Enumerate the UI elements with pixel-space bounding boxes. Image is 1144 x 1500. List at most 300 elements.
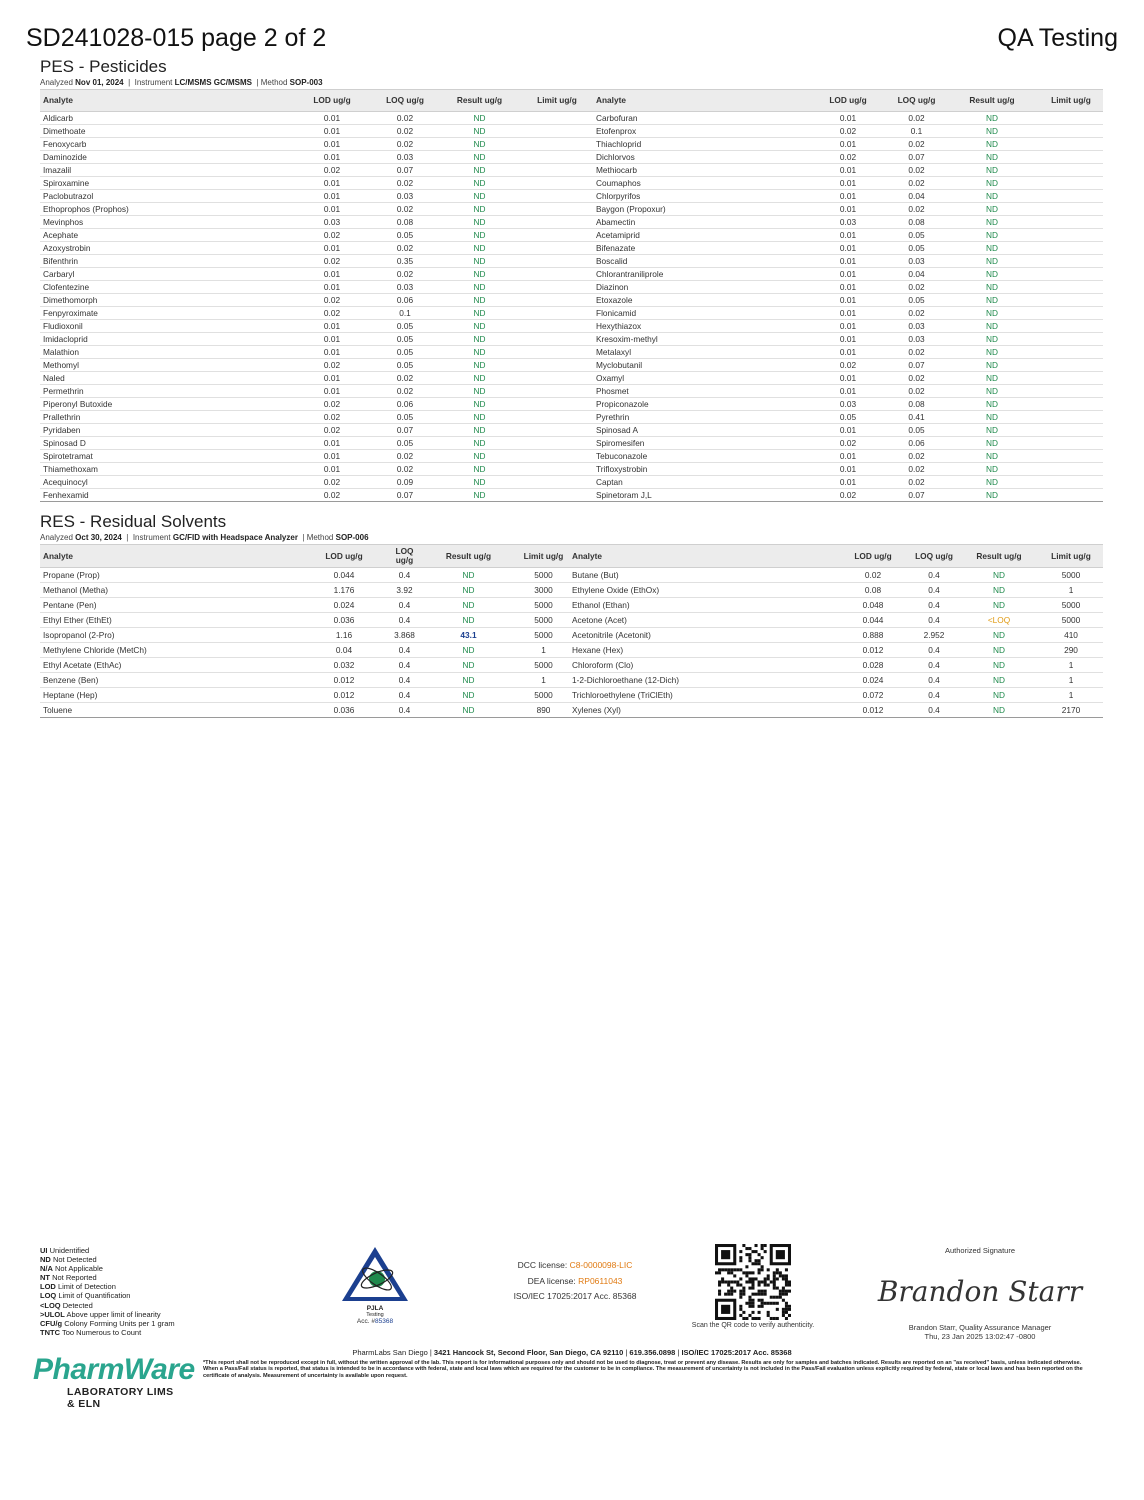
table-row bbox=[40, 424, 1103, 437]
table-cell bbox=[521, 229, 593, 242]
table-cell bbox=[1039, 112, 1103, 125]
table-cell: ND bbox=[438, 190, 521, 203]
table-cell: 0.028 bbox=[837, 658, 909, 673]
table-cell: Carbofuran bbox=[593, 112, 808, 125]
table-cell: 43.1 bbox=[419, 628, 518, 643]
table-cell: Hexane (Hex) bbox=[569, 643, 837, 658]
table-cell: 0.01 bbox=[808, 255, 888, 268]
table-cell: 0.03 bbox=[808, 216, 888, 229]
section-meta: Analyzed Nov 01, 2024 | Instrument LC/MSMS GC/MSMS | Method SOP-003 bbox=[40, 78, 323, 87]
table-cell bbox=[521, 164, 593, 177]
table-row bbox=[40, 583, 1103, 598]
table-cell: 0.036 bbox=[298, 703, 390, 718]
table-cell bbox=[1039, 294, 1103, 307]
table-cell: Acequinocyl bbox=[40, 476, 292, 489]
table-cell: ND bbox=[959, 643, 1039, 658]
table-cell: 0.02 bbox=[888, 385, 945, 398]
table-cell: ND bbox=[419, 613, 518, 628]
table-cell: 0.044 bbox=[298, 568, 390, 583]
table-cell: 0.02 bbox=[808, 151, 888, 164]
table-row bbox=[40, 437, 1103, 450]
table-cell: Pyrethrin bbox=[593, 411, 808, 424]
table-cell: 0.02 bbox=[292, 229, 372, 242]
table-cell: 0.01 bbox=[292, 385, 372, 398]
table-cell: Fenhexamid bbox=[40, 489, 292, 502]
table-cell: Diazinon bbox=[593, 281, 808, 294]
table-cell: Daminozide bbox=[40, 151, 292, 164]
table-cell: 0.06 bbox=[888, 437, 945, 450]
column-header: Analyte bbox=[593, 90, 808, 112]
column-header: LOQ ug/g bbox=[888, 90, 945, 112]
table-cell: 0.02 bbox=[372, 112, 438, 125]
table-cell: 0.4 bbox=[390, 598, 419, 613]
table-cell: 0.02 bbox=[372, 268, 438, 281]
table-cell: Imazalil bbox=[40, 164, 292, 177]
table-cell: 0.08 bbox=[888, 216, 945, 229]
table-cell: ND bbox=[959, 703, 1039, 718]
table-cell: ND bbox=[438, 203, 521, 216]
table-cell: 0.01 bbox=[808, 346, 888, 359]
table-cell: Thiachloprid bbox=[593, 138, 808, 151]
table-cell: 0.01 bbox=[808, 177, 888, 190]
table-cell: ND bbox=[959, 583, 1039, 598]
table-row bbox=[40, 125, 1103, 138]
column-header: Result ug/g bbox=[959, 545, 1039, 568]
table-cell: Azoxystrobin bbox=[40, 242, 292, 255]
table-cell bbox=[521, 450, 593, 463]
table-cell bbox=[521, 320, 593, 333]
table-cell: 0.01 bbox=[292, 190, 372, 203]
table-cell: 890 bbox=[518, 703, 569, 718]
table-cell: ND bbox=[959, 688, 1039, 703]
table-cell: 0.05 bbox=[888, 294, 945, 307]
table-cell: 0.01 bbox=[808, 385, 888, 398]
pjla-label: PJLA bbox=[366, 1305, 384, 1312]
table-cell: 0.012 bbox=[837, 703, 909, 718]
logo-main-text: PharmWare bbox=[33, 1353, 195, 1386]
table-cell: ND bbox=[438, 255, 521, 268]
table-cell: Trichloroethylene (TriClEth) bbox=[569, 688, 837, 703]
table-row bbox=[40, 598, 1103, 613]
column-header: Analyte bbox=[40, 545, 298, 568]
table-cell: ND bbox=[438, 476, 521, 489]
table-cell: Mevinphos bbox=[40, 216, 292, 229]
table-cell: 5000 bbox=[518, 628, 569, 643]
table-cell bbox=[1039, 333, 1103, 346]
qr-code-icon[interactable] bbox=[715, 1244, 791, 1320]
section-meta: Analyzed Oct 30, 2024 | Instrument GC/FID with Headspace Analyzer | Method SOP-006 bbox=[40, 533, 369, 542]
table-cell: ND bbox=[945, 294, 1039, 307]
table-cell: ND bbox=[438, 242, 521, 255]
table-cell bbox=[1039, 372, 1103, 385]
table-cell: 0.02 bbox=[292, 294, 372, 307]
table-cell: Hexythiazox bbox=[593, 320, 808, 333]
table-cell: ND bbox=[438, 112, 521, 125]
table-cell bbox=[1039, 177, 1103, 190]
table-cell bbox=[1039, 229, 1103, 242]
table-cell: 0.4 bbox=[909, 568, 959, 583]
table-cell: 0.012 bbox=[298, 688, 390, 703]
table-cell: 1 bbox=[1039, 583, 1103, 598]
table-cell: 0.01 bbox=[292, 346, 372, 359]
table-cell: Bifenthrin bbox=[40, 255, 292, 268]
table-row bbox=[40, 151, 1103, 164]
table-cell: 0.4 bbox=[909, 583, 959, 598]
table-cell: 0.02 bbox=[292, 359, 372, 372]
section-title: RES - Residual Solvents bbox=[40, 512, 227, 531]
column-header: Result ug/g bbox=[438, 90, 521, 112]
abbreviation-legend bbox=[40, 1246, 175, 1337]
table-cell: 0.024 bbox=[837, 673, 909, 688]
table-cell bbox=[1039, 281, 1103, 294]
table-cell bbox=[521, 138, 593, 151]
table-cell: Propiconazole bbox=[593, 398, 808, 411]
table-cell: 0.072 bbox=[837, 688, 909, 703]
table-row bbox=[40, 229, 1103, 242]
table-cell bbox=[1039, 216, 1103, 229]
table-cell: 0.888 bbox=[837, 628, 909, 643]
table-row bbox=[40, 346, 1103, 359]
table-cell: 5000 bbox=[518, 613, 569, 628]
table-cell: Baygon (Propoxur) bbox=[593, 203, 808, 216]
table-cell: ND bbox=[438, 333, 521, 346]
table-cell: 0.024 bbox=[298, 598, 390, 613]
table-cell: 0.02 bbox=[292, 164, 372, 177]
table-cell: 0.03 bbox=[888, 255, 945, 268]
table-cell: 0.05 bbox=[372, 229, 438, 242]
table-cell: ND bbox=[945, 112, 1039, 125]
table-cell: 2.952 bbox=[909, 628, 959, 643]
table-cell: 3000 bbox=[518, 583, 569, 598]
table-cell bbox=[521, 294, 593, 307]
table-cell: 0.05 bbox=[888, 229, 945, 242]
table-cell: ND bbox=[945, 372, 1039, 385]
table-cell: ND bbox=[945, 320, 1039, 333]
table-cell: 0.03 bbox=[808, 398, 888, 411]
table-cell: Captan bbox=[593, 476, 808, 489]
table-cell: 0.05 bbox=[372, 437, 438, 450]
table-cell: ND bbox=[945, 164, 1039, 177]
table-cell: 0.4 bbox=[909, 613, 959, 628]
table-cell: ND bbox=[438, 463, 521, 476]
table-cell: Spinosad D bbox=[40, 437, 292, 450]
table-cell: 0.02 bbox=[888, 112, 945, 125]
table-cell: Acephate bbox=[40, 229, 292, 242]
table-cell bbox=[521, 333, 593, 346]
table-cell: ND bbox=[959, 568, 1039, 583]
table-cell: 0.01 bbox=[292, 372, 372, 385]
table-row bbox=[40, 476, 1103, 489]
table-cell: Ethylene Oxide (EthOx) bbox=[569, 583, 837, 598]
column-header: LOQ ug/g bbox=[390, 545, 419, 568]
table-cell: 0.05 bbox=[888, 242, 945, 255]
table-cell bbox=[1039, 164, 1103, 177]
table-cell: 0.02 bbox=[292, 476, 372, 489]
table-cell: 410 bbox=[1039, 628, 1103, 643]
table-row bbox=[40, 242, 1103, 255]
table-cell: Propane (Prop) bbox=[40, 568, 298, 583]
table-cell bbox=[1039, 359, 1103, 372]
table-cell: ND bbox=[945, 307, 1039, 320]
table-cell bbox=[521, 190, 593, 203]
table-cell: 0.02 bbox=[372, 125, 438, 138]
pjla-accreditation-number: Acc. #85368 bbox=[356, 1318, 394, 1325]
table-cell: ND bbox=[419, 568, 518, 583]
qr-code-block bbox=[672, 1244, 834, 1329]
table-cell: 0.01 bbox=[292, 281, 372, 294]
table-cell: Toluene bbox=[40, 703, 298, 718]
table-cell: 1 bbox=[518, 643, 569, 658]
table-cell: ND bbox=[945, 411, 1039, 424]
table-cell: 0.01 bbox=[808, 476, 888, 489]
table-cell: ND bbox=[945, 333, 1039, 346]
table-cell: Aldicarb bbox=[40, 112, 292, 125]
table-cell: ND bbox=[945, 385, 1039, 398]
table-cell: 0.01 bbox=[808, 138, 888, 151]
table-cell: ND bbox=[438, 398, 521, 411]
table-cell: 0.01 bbox=[292, 450, 372, 463]
table-cell: ND bbox=[959, 628, 1039, 643]
table-row bbox=[40, 613, 1103, 628]
table-cell: 0.4 bbox=[909, 598, 959, 613]
disclaimer: *This report shall not be reproduced except in full, without the written approval of the lab. This report is for informational purposes only and should not be used to diagnose, treat or prevent any disease. Results are only for samples and batches indicated. Results are reported on an "as received" basis, unless indicated otherwise. When a Pass/Fail status is reported, that status is intended to be in accordance with federal, state and local laws which are required for the customer to be in compliance. The measurement of uncertainty is not included in the Pass/Fail evaluation unless explicitly required by federal, state or local laws and has been reported on the certificate of analysis. Measurement of uncertainty is available upon request. bbox=[203, 1360, 1083, 1379]
table-cell: ND bbox=[959, 673, 1039, 688]
table-cell: 0.02 bbox=[837, 568, 909, 583]
legend-item: N/A Not Applicable bbox=[40, 1264, 103, 1274]
table-cell bbox=[1039, 190, 1103, 203]
svg-text:Brandon Starr: Brandon Starr bbox=[877, 1275, 1083, 1308]
table-cell: ND bbox=[438, 164, 521, 177]
table-row bbox=[40, 398, 1103, 411]
table-cell: 1 bbox=[1039, 688, 1103, 703]
table-cell: ND bbox=[438, 385, 521, 398]
table-cell: 0.01 bbox=[808, 242, 888, 255]
table-cell: 0.012 bbox=[298, 673, 390, 688]
table-row bbox=[40, 411, 1103, 424]
table-cell: 0.07 bbox=[888, 359, 945, 372]
table-row bbox=[40, 658, 1103, 673]
table-cell: ND bbox=[945, 489, 1039, 502]
table-cell: 290 bbox=[1039, 643, 1103, 658]
table-cell: 1 bbox=[518, 673, 569, 688]
table-cell: 1-2-Dichloroethane (12-Dich) bbox=[569, 673, 837, 688]
table-cell: ND bbox=[945, 463, 1039, 476]
table-cell: Dimethoate bbox=[40, 125, 292, 138]
table-cell: Chlorantraniliprole bbox=[593, 268, 808, 281]
table-cell bbox=[1039, 138, 1103, 151]
table-cell: 0.4 bbox=[390, 613, 419, 628]
table-cell: Methanol (Metha) bbox=[40, 583, 298, 598]
table-cell: 0.032 bbox=[298, 658, 390, 673]
column-header: LOD ug/g bbox=[808, 90, 888, 112]
table-cell: Tebuconazole bbox=[593, 450, 808, 463]
table-cell: 0.05 bbox=[372, 411, 438, 424]
table-cell: 0.01 bbox=[292, 125, 372, 138]
table-cell: 0.04 bbox=[888, 190, 945, 203]
table-cell: 0.02 bbox=[372, 463, 438, 476]
table-cell: 0.35 bbox=[372, 255, 438, 268]
pesticides-section bbox=[40, 56, 1103, 502]
table-cell: 0.01 bbox=[292, 268, 372, 281]
table-cell: ND bbox=[438, 229, 521, 242]
table-row bbox=[40, 568, 1103, 583]
table-cell: Chloroform (Clo) bbox=[569, 658, 837, 673]
table-cell: Ethyl Acetate (EthAc) bbox=[40, 658, 298, 673]
table-cell: ND bbox=[438, 294, 521, 307]
table-cell: ND bbox=[419, 583, 518, 598]
table-row bbox=[40, 359, 1103, 372]
page-header bbox=[26, 24, 1118, 56]
table-cell bbox=[1039, 398, 1103, 411]
table-cell: 0.02 bbox=[292, 255, 372, 268]
table-cell: 0.01 bbox=[808, 112, 888, 125]
logo-sub-text: LABORATORY LIMS & ELN bbox=[67, 1386, 174, 1410]
table-cell: 0.4 bbox=[390, 568, 419, 583]
table-cell bbox=[521, 359, 593, 372]
table-cell: 0.02 bbox=[372, 203, 438, 216]
table-cell: Carbaryl bbox=[40, 268, 292, 281]
table-cell: 0.02 bbox=[808, 359, 888, 372]
table-cell bbox=[1039, 450, 1103, 463]
footer-address: PharmLabs San Diego | 3421 Hancock St, Second Floor, San Diego, CA 92110 | 619.356.0898 | ISO/IEC 17025:2017 Acc. 85368 bbox=[352, 1348, 792, 1357]
table-cell: 0.08 bbox=[837, 583, 909, 598]
table-cell bbox=[521, 437, 593, 450]
table-cell: 0.02 bbox=[888, 203, 945, 216]
table-cell: 0.036 bbox=[298, 613, 390, 628]
table-cell: ND bbox=[438, 177, 521, 190]
table-cell: ND bbox=[419, 673, 518, 688]
table-row bbox=[40, 281, 1103, 294]
signature-timestamp: Thu, 23 Jan 2025 13:02:47 -0800 bbox=[924, 1332, 1036, 1341]
table-cell: Imidacloprid bbox=[40, 333, 292, 346]
table-cell: ND bbox=[419, 598, 518, 613]
legend-item: >ULOL Above upper limit of linearity bbox=[40, 1309, 161, 1319]
table-cell: 0.03 bbox=[372, 190, 438, 203]
table-cell: 1.16 bbox=[298, 628, 390, 643]
table-cell bbox=[1039, 255, 1103, 268]
table-cell: Flonicamid bbox=[593, 307, 808, 320]
table-cell: Dichlorvos bbox=[593, 151, 808, 164]
table-cell: Pyridaben bbox=[40, 424, 292, 437]
table-cell bbox=[521, 268, 593, 281]
table-cell: ND bbox=[419, 703, 518, 718]
residual-solvents-section bbox=[40, 511, 1103, 718]
table-cell: Spirotetramat bbox=[40, 450, 292, 463]
table-cell: Ethanol (Ethan) bbox=[569, 598, 837, 613]
table-cell bbox=[521, 151, 593, 164]
table-row bbox=[40, 463, 1103, 476]
table-cell bbox=[521, 346, 593, 359]
signer-name-title: Brandon Starr, Quality Assurance Manager bbox=[908, 1323, 1052, 1332]
table-cell: 0.1 bbox=[372, 307, 438, 320]
table-cell: 0.01 bbox=[292, 177, 372, 190]
table-cell bbox=[521, 411, 593, 424]
table-cell: 0.02 bbox=[888, 346, 945, 359]
table-row bbox=[40, 450, 1103, 463]
table-cell: ND bbox=[438, 450, 521, 463]
table-cell: 0.01 bbox=[808, 424, 888, 437]
table-cell: Acetone (Acet) bbox=[569, 613, 837, 628]
legend-item: <LOQ Detected bbox=[40, 1300, 93, 1310]
table-cell: 0.05 bbox=[372, 359, 438, 372]
table-cell: Naled bbox=[40, 372, 292, 385]
table-cell: 0.01 bbox=[808, 281, 888, 294]
legend-item: CFU/g Colony Forming Units per 1 gram bbox=[40, 1318, 175, 1328]
table-cell: ND bbox=[438, 424, 521, 437]
table-cell bbox=[1039, 411, 1103, 424]
table-cell: 0.01 bbox=[292, 203, 372, 216]
table-cell: 0.02 bbox=[292, 307, 372, 320]
table-cell: Heptane (Hep) bbox=[40, 688, 298, 703]
table-cell: Methylene Chloride (MetCh) bbox=[40, 643, 298, 658]
table-cell: 0.01 bbox=[292, 333, 372, 346]
column-header: Result ug/g bbox=[945, 90, 1039, 112]
table-cell: Thiamethoxam bbox=[40, 463, 292, 476]
table-cell: ND bbox=[945, 424, 1039, 437]
table-cell: 0.02 bbox=[292, 489, 372, 502]
table-cell: ND bbox=[945, 242, 1039, 255]
table-cell: ND bbox=[945, 138, 1039, 151]
table-cell: 0.02 bbox=[888, 372, 945, 385]
pesticides-table bbox=[40, 89, 1103, 502]
table-cell: ND bbox=[945, 398, 1039, 411]
table-row bbox=[40, 177, 1103, 190]
table-cell: 5000 bbox=[1039, 568, 1103, 583]
table-cell: Methomyl bbox=[40, 359, 292, 372]
table-cell: 0.02 bbox=[808, 125, 888, 138]
table-cell: 2170 bbox=[1039, 703, 1103, 718]
table-cell: 0.1 bbox=[888, 125, 945, 138]
table-cell: 0.01 bbox=[808, 268, 888, 281]
table-row bbox=[40, 216, 1103, 229]
table-cell: Spiromesifen bbox=[593, 437, 808, 450]
pharmware-logo bbox=[33, 1353, 195, 1410]
table-cell: 0.01 bbox=[292, 242, 372, 255]
table-cell: ND bbox=[438, 346, 521, 359]
table-cell: 0.03 bbox=[372, 151, 438, 164]
table-cell: 0.048 bbox=[837, 598, 909, 613]
column-header: LOD ug/g bbox=[292, 90, 372, 112]
table-row bbox=[40, 643, 1103, 658]
table-cell: ND bbox=[945, 476, 1039, 489]
table-cell: ND bbox=[438, 411, 521, 424]
table-cell: Butane (But) bbox=[569, 568, 837, 583]
table-cell bbox=[521, 203, 593, 216]
table-cell: 0.04 bbox=[298, 643, 390, 658]
table-cell: 0.02 bbox=[888, 177, 945, 190]
table-cell: 0.04 bbox=[888, 268, 945, 281]
table-row bbox=[40, 294, 1103, 307]
legend-item: ND Not Detected bbox=[40, 1255, 97, 1265]
legend-item: NT Not Reported bbox=[40, 1273, 97, 1283]
table-cell: 0.02 bbox=[808, 437, 888, 450]
table-cell: 0.4 bbox=[909, 643, 959, 658]
table-cell: ND bbox=[419, 688, 518, 703]
table-cell: ND bbox=[438, 138, 521, 151]
table-cell: ND bbox=[945, 203, 1039, 216]
table-cell: Benzene (Ben) bbox=[40, 673, 298, 688]
table-cell: ND bbox=[438, 125, 521, 138]
table-cell: ND bbox=[945, 281, 1039, 294]
table-cell: Xylenes (Xyl) bbox=[569, 703, 837, 718]
legend-item: LOQ Limit of Quantification bbox=[40, 1291, 131, 1301]
iso-accreditation: ISO/IEC 17025:2017 Acc. 85368 bbox=[513, 1291, 637, 1301]
table-cell: 0.01 bbox=[808, 190, 888, 203]
table-cell: Metalaxyl bbox=[593, 346, 808, 359]
table-cell: Etoxazole bbox=[593, 294, 808, 307]
table-cell: 0.02 bbox=[292, 398, 372, 411]
column-header: LOD ug/g bbox=[837, 545, 909, 568]
